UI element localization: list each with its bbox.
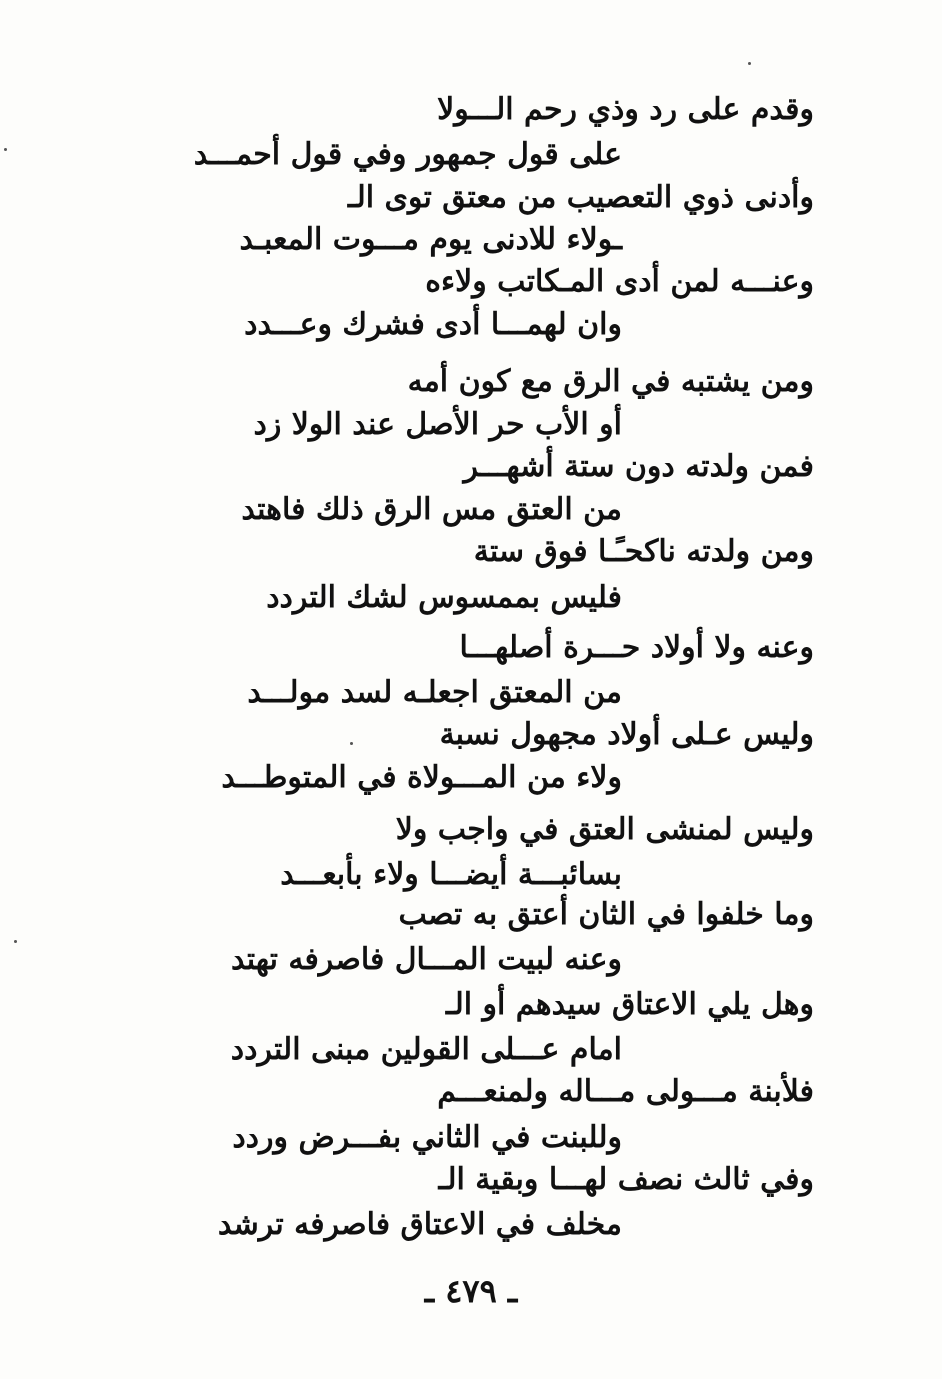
verse-line: وعنـــه لمن أدى المـكاتب ولاءه bbox=[425, 264, 814, 299]
verse-line: فلأبنة مـــولى مـــاله ولمنعـــم bbox=[437, 1074, 814, 1109]
verse-line: ـولاء للادنى يوم مـــوت المعبـد bbox=[239, 222, 622, 257]
verse-line: ومن يشتبه في الرق مع كون أمه bbox=[407, 364, 814, 399]
verse-line: وعنه ولا أولاد حـــرة أصلهـــا bbox=[459, 630, 814, 665]
verse-line: على قول جمهور وفي قول أحمـــد bbox=[193, 137, 622, 172]
verse-line: ولاء من المـــولاة في المتوطـــد bbox=[221, 760, 622, 795]
verse-line: وهل يلي الاعتاق سيدهم أو الـ bbox=[445, 987, 814, 1022]
page-number: ـ ٤٧٩ ـ bbox=[424, 1272, 518, 1310]
verse-line: مخلف في الاعتاق فاصرفه ترشد bbox=[217, 1207, 622, 1242]
verse-line: فمن ولدته دون ستة أشهـــر bbox=[463, 449, 814, 484]
verse-line: وللبنت في الثاني بفـــرض وردد bbox=[232, 1120, 622, 1155]
verse-line: من المعتق اجعلـه لسد مولـــد bbox=[247, 675, 622, 710]
verse-line: وليس لمنشى العتق في واجب ولا bbox=[395, 812, 814, 847]
verse-line: أو الأب حر الأصل عند الولا زد bbox=[253, 407, 622, 442]
verse-line: وفي ثالث نصف لهـــا وبقية الـ bbox=[438, 1162, 814, 1197]
verse-line: بسائبـــة أيضـــا ولاء بأبعـــد bbox=[280, 857, 622, 892]
verse-line: وليس عـلى أولاد مجهول نسبة bbox=[439, 717, 814, 752]
verse-line: وما خلفوا في الثان أعتق به تصب bbox=[398, 897, 814, 932]
verse-line: وعنه لبيت المـــال فاصرفه تهتد bbox=[230, 942, 622, 977]
verse-line: ومن ولدته ناكحـًـا فوق ستة bbox=[473, 534, 814, 569]
verse-line: وان لهمـــا أدى فشرك وعـــدد bbox=[244, 307, 622, 342]
verse-line: فليس بممسوس لشك التردد bbox=[266, 580, 622, 615]
verse-line: من العتق مس الرق ذلك فاهتد bbox=[241, 492, 622, 527]
verse-line: امام عـــلى القولين مبنى التردد bbox=[230, 1032, 622, 1067]
verse-line: وأدنى ذوي التعصيب من معتق توى الـ bbox=[347, 180, 814, 215]
verse-line: وقدم على رد وذي رحم الـــولا bbox=[437, 92, 814, 127]
